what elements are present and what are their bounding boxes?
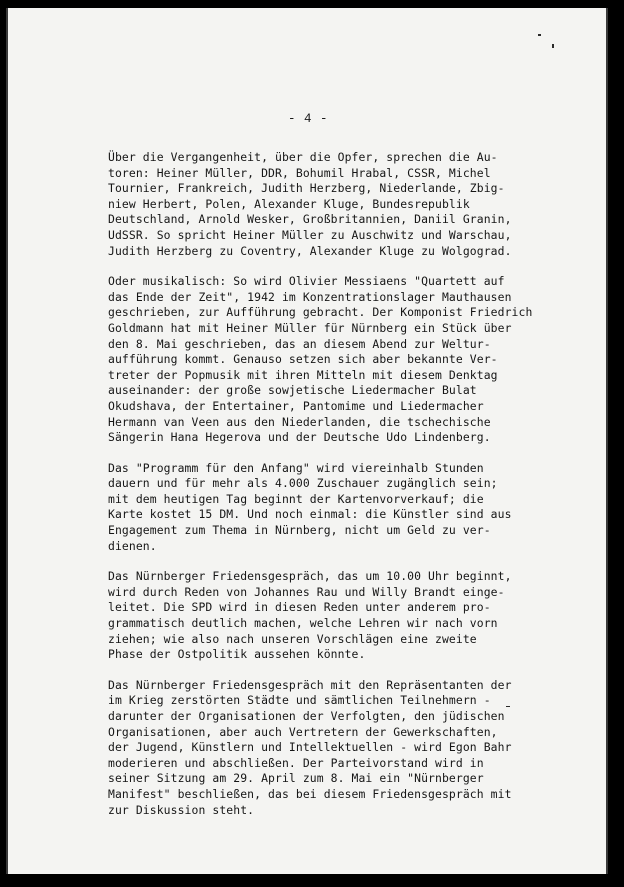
- document-page: [6, 8, 608, 874]
- text-line: Tournier, Frankreich, Judith Herzberg, Niederlande, Zbig-: [108, 181, 505, 196]
- text-line: wird durch Reden von Johannes Rau und Willy Brandt einge-: [108, 584, 505, 599]
- text-line: Das Nürnberger Friedensgespräch, das um 10.00 Uhr beginnt,: [108, 569, 512, 584]
- text-line: dienen.: [108, 538, 157, 553]
- paragraph: [108, 461, 538, 555]
- text-line: Das "Programm für den Anfang" wird viereinhalb Stunden: [108, 460, 484, 475]
- text-line: Engagement zum Thema in Nürnberg, nicht um Geld zu ver-: [108, 523, 491, 538]
- paragraph: [108, 150, 538, 259]
- text-line: geschrieben, zur Aufführung gebracht. Der Komponist Friedrich: [108, 305, 533, 320]
- paragraph: [108, 569, 538, 663]
- text-line: Phase der Ostpolitik aussehen könnte.: [108, 647, 366, 662]
- text-line: Organisationen, aber auch Vertretern der Gewerkschaften,: [108, 724, 498, 739]
- text-line: grammatisch deutlich machen, welche Lehren wir nach vorn: [108, 616, 498, 631]
- text-line: seiner Sitzung am 29. April zum 8. Mai ein "Nürnberger: [108, 771, 484, 786]
- text-line: Goldmann hat mit Heiner Müller für Nürnberg ein Stück über: [108, 320, 512, 335]
- scan-edge-right: [606, 8, 608, 874]
- scan-speck: [538, 34, 541, 36]
- scan-speck: [552, 44, 554, 48]
- text-line: Sängerin Hana Hegerova und der Deutsche Udo Lindenberg.: [108, 430, 491, 445]
- paragraph: [108, 274, 538, 446]
- text-line: Das Nürnberger Friedensgespräch mit den Repräsentanten der: [108, 677, 512, 692]
- text-line: mit dem heutigen Tag beginnt der Kartenvorverkauf; die: [108, 491, 484, 506]
- text-line: Oder musikalisch: So wird Olivier Messiaens "Quartett auf: [108, 274, 505, 289]
- page-number: - 4 -: [288, 112, 329, 126]
- text-line: niew Herbert, Polen, Alexander Kluge, Bundesrepublik: [108, 196, 470, 211]
- text-line: Judith Herzberg zu Coventry, Alexander Kluge zu Wolgograd.: [108, 243, 512, 258]
- text-line: dauern und für mehr als 4.000 Zuschauer zugänglich sein;: [108, 476, 498, 491]
- text-line: der Jugend, Künstlern und Intellektuellen - wird Egon Bahr: [108, 740, 512, 755]
- text-line: darunter der Organisationen der Verfolgten, den jüdischen: [108, 709, 505, 723]
- text-line: Deutschland, Arnold Wesker, Großbritannien, Daniil Granin,: [108, 212, 512, 227]
- text-line: Manifest" beschließen, das bei diesem Friedensgespräch mit: [108, 786, 512, 801]
- text-line: ziehen; wie also nach unseren Vorschlägen eine zweite: [108, 631, 477, 646]
- text-line: zur Diskussion steht.: [108, 802, 255, 817]
- text-line: den 8. Mai geschrieben, das an diesem Abend zur Weltur-: [108, 336, 491, 351]
- text-line: leitet. Die SPD wird in diesen Reden unter anderem pro-: [108, 600, 491, 615]
- text-line: das Ende der Zeit", 1942 im Konzentrationslager Mauthausen: [108, 289, 512, 304]
- text-line: Hermann van Veen aus den Niederlanden, die tschechische: [108, 414, 491, 429]
- text-line: auseinander: der große sowjetische Liedermacher Bulat: [108, 383, 477, 398]
- text-line: Okudshava, der Entertainer, Pantomime und Liedermacher: [108, 398, 484, 413]
- scan-edge-left: [6, 8, 8, 874]
- text-line: moderieren und abschließen. Der Parteivorstand wird in: [108, 755, 484, 770]
- text-line: aufführung kommt. Genauso setzen sich aber bekannte Ver-: [108, 352, 498, 367]
- text-line: UdSSR. So spricht Heiner Müller zu Auschwitz und Warschau,: [108, 227, 512, 242]
- text-line: toren: Heiner Müller, DDR, Bohumil Hrabal, CSSR, Michel: [108, 165, 491, 180]
- body-text: [108, 150, 538, 833]
- text-line: Karte kostet 15 DM. Und noch einmal: die Künstler sind aus: [108, 507, 512, 522]
- paragraph: [108, 678, 538, 818]
- text-line: im Krieg zerstörten Städte und sämtlichen Teilnehmern -: [108, 693, 491, 708]
- text-line: treter der Popmusik mit ihren Mitteln mit diesem Denktag: [108, 367, 498, 382]
- text-line: Über die Vergangenheit, über die Opfer, sprechen die Au-: [108, 150, 498, 164]
